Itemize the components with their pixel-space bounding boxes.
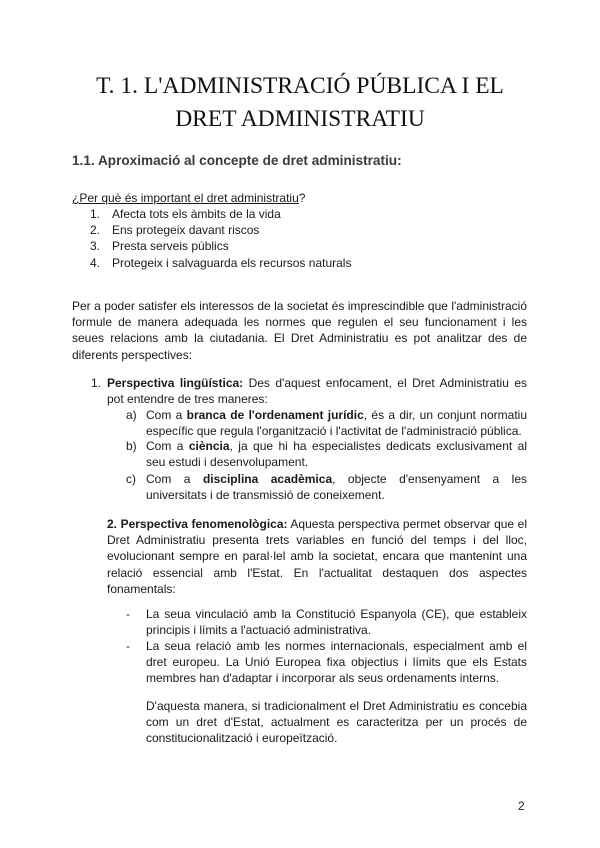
sub-item-text: , és a dir, un conjunt normatiu específic que regula l'organització i l'activitat de l'administració pública. <box>146 408 527 439</box>
list-item <box>72 255 351 271</box>
perspective-1-number: 1. <box>91 376 102 390</box>
sub-item-text: Com a <box>146 439 189 453</box>
bullet-dash: - <box>126 607 130 621</box>
question-line <box>72 190 305 206</box>
list-number: 4. <box>90 255 101 270</box>
list-item <box>72 222 351 238</box>
sub-item-bold: disciplina acadèmica <box>202 472 333 486</box>
perspective-1-label: Perspectiva lingüística: <box>107 376 244 390</box>
list-text: Afecta tots els àmbits de la vida <box>112 207 281 221</box>
list-text: Ens protegeix davant riscos <box>112 223 260 238</box>
list-text: Presta serveis públics <box>112 239 229 254</box>
question-text: ¿Per què és important el dret administratiu <box>72 191 299 205</box>
bullet-dash: - <box>126 639 130 653</box>
list-number: 3. <box>90 239 101 254</box>
sub-item-c <box>146 471 527 503</box>
list-item <box>72 238 351 254</box>
intro-paragraph: Per a poder satisfer els interessos de la societat és imprescindible que l'administració formule de manera adequada les normes que regulen el seu funcionament i les seues relacions amb la ciutadania. El Dret Administratiu es pot analitzar des de diferents perspectives: <box>72 299 527 362</box>
perspective-1-intro <box>107 375 527 407</box>
bullet-item: La seua vinculació amb la Constitució Espanyola (CE), que estableix principis i límits a l'actuació administrativa. <box>146 607 527 638</box>
title-line-1: T. 1. L'ADMINISTRACIÓ PÚBLICA I EL <box>96 73 504 99</box>
perspective-2-label: 2. Perspectiva fenomenològica: <box>107 517 288 531</box>
sub-item-text: Com a <box>146 472 203 486</box>
sub-item-text: , objecte d'ensenyament a les universitats i de transmissió de coneixement. <box>146 472 528 503</box>
sub-item-label: a) <box>126 408 137 422</box>
perspective-2-text: Aquesta perspectiva permet observar que el Dret Administratiu presenta trets variables en funció del temps i del lloc, evolucionant sempre en paral·lel amb la societat, encara que mantenint una relació essencial amb l'Estat. En l'actualitat destaquen dos aspectes fonamentals: <box>107 517 527 596</box>
sub-item-a <box>146 407 527 439</box>
list-item <box>72 206 351 222</box>
sub-item-bold: branca de l'ordenament jurídic <box>186 408 364 422</box>
section-heading: 1.1. Aproximació al concepte de dret administratiu: <box>72 153 402 168</box>
title-line-2: DRET ADMINISTRATIU <box>175 106 425 132</box>
list-number: 1. <box>90 207 101 221</box>
sub-item-b <box>146 438 527 470</box>
sub-item-label: c) <box>126 472 136 486</box>
perspective-2-intro <box>107 516 527 597</box>
list-text: Protegeix i salvaguarda els recursos naturals <box>112 255 352 270</box>
sub-item-text: Com a <box>146 408 187 422</box>
sub-item-text: , ja que hi ha especialistes dedicats exclusivament al seu estudi i desenvolupament. <box>146 439 527 470</box>
page-title <box>40 70 560 136</box>
list-number: 2. <box>90 223 101 238</box>
bullet-item: La seua relació amb les normes internacionals, especialment amb el dret europeu. La Unió Europea fixa objectius i límits que els Estats membres han d'adaptar i incorporar als seus ordenaments interns. <box>146 639 527 686</box>
page-number: 2 <box>518 799 525 813</box>
reasons-list <box>72 206 351 271</box>
sub-item-label: b) <box>126 439 137 453</box>
closing-paragraph: D'aquesta manera, si tradicionalment el Dret Administratiu es concebia com un dret d'Estat, actualment es caracteritza per un procés de constitucionalització i europeïtzació. <box>146 699 527 746</box>
perspective-1-text: Des d'aquest enfocament, el Dret Administratiu es pot entendre de tres maneres: <box>107 376 527 407</box>
sub-item-bold: ciència <box>188 439 230 453</box>
question-mark: ? <box>298 191 306 205</box>
